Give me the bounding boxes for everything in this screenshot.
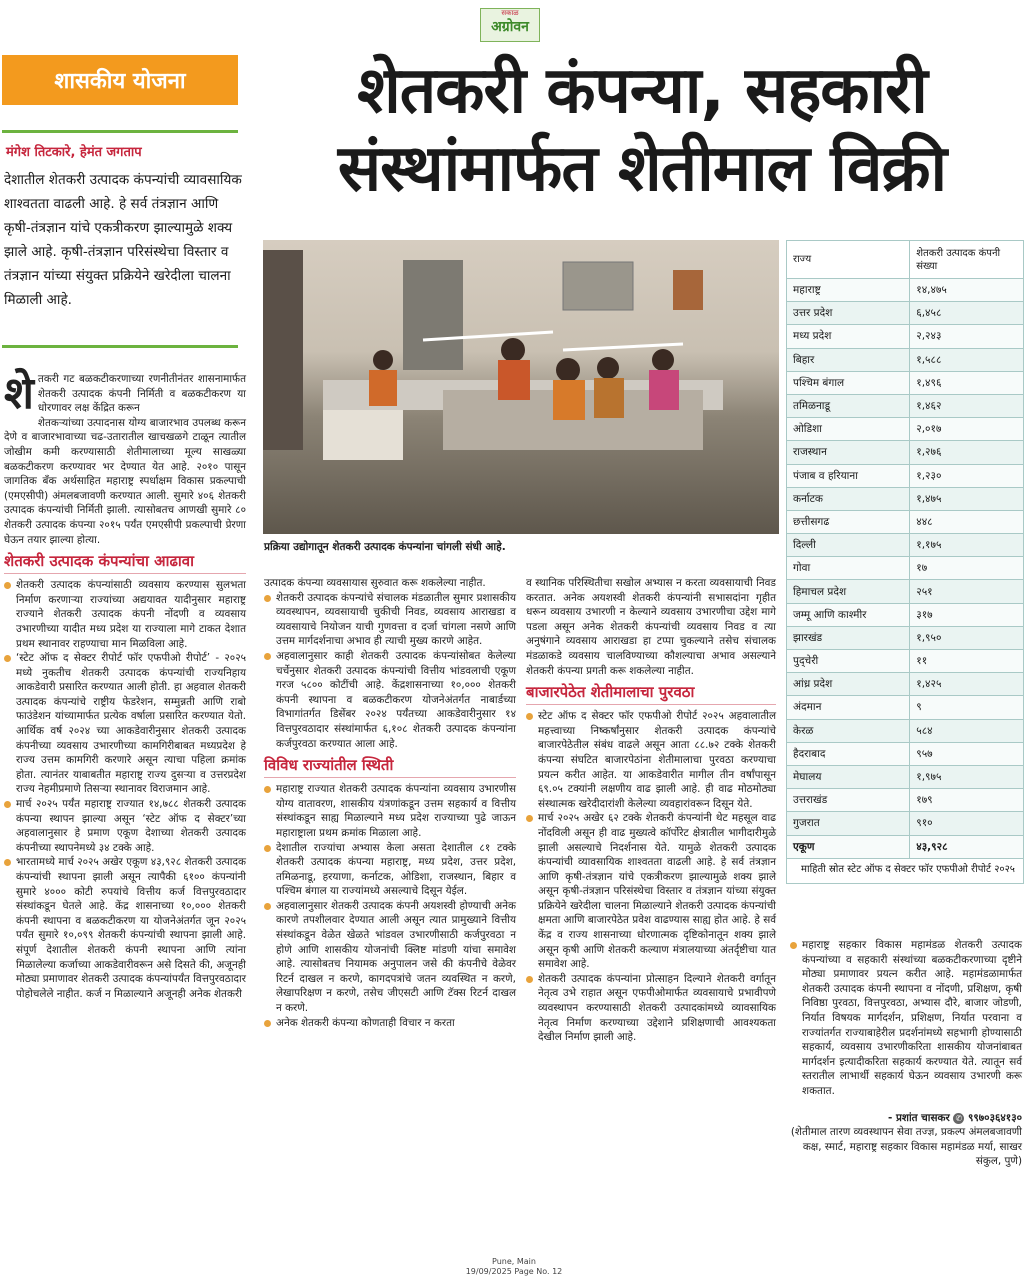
table-cell-count: १,४२५ (910, 673, 1024, 696)
masthead-tagline: सकाळ (501, 9, 519, 17)
table-cell-state: ओडिशा (787, 418, 910, 441)
table-cell-count: १,५८८ (910, 348, 1024, 371)
table-cell-count: १,९५० (910, 626, 1024, 649)
table-cell-state: दिल्ली (787, 534, 910, 557)
table-row (787, 742, 1024, 765)
table-header-state: राज्य (787, 241, 910, 279)
table-cell-state: तमिळनाडू (787, 394, 910, 417)
table-row (787, 719, 1024, 742)
table-cell-state: उत्तर प्रदेश (787, 302, 910, 325)
column-4 (790, 938, 1022, 1169)
headline-line-2: संस्थांमार्फत शेतीमाल विक्री (337, 132, 947, 206)
signoff-phone: ९९७०३६४१३० (967, 1111, 1022, 1124)
intro-paragraph: शे तकरी गट बळकटीकरणाच्या रणनीतीनंतर शासनामार्फत शेतकरी उत्पादक कंपनी निर्मिती व बळकटीकरण या धोरणावर लक्ष केंद्रित करून (4, 368, 246, 419)
table-row (787, 603, 1024, 626)
table-cell-state: आंध्र प्रदेश (787, 673, 910, 696)
list-item: अनेक शेतकरी कंपन्या कोणताही विचार न करता (264, 1016, 516, 1031)
photo (263, 240, 779, 534)
masthead-logo (480, 8, 540, 42)
table-row (787, 696, 1024, 719)
list-item: अहवालानुसार शेतकरी उत्पादक कंपनी अयशस्वी होण्याची अनेक कारणे तपशीलवार देण्यात आली असून त्यात प्रामुख्याने वित्तीय संस्थांकडून वेळेत खेळते भांडवल उभारणीसाठी कर्जपुरवठा न होणे आणि शासकीय योजनांची क्लिष्ट मांडणी यांचा समावेश आहे. त्यासोबतच नियामक अनुपालन जसे की कंपनीचे वेळेवर रिटर्न दाखल न करणे, कागदपत्रांचे जतन व्यवस्थित न करणे, लेखापरिक्षण न करणे, तसेच जीएसटी आणि टॅक्स रिटर्न दाखल न करणे. (264, 899, 516, 1016)
table-cell-count: ६,४५८ (910, 302, 1024, 325)
continuation-paragraph: व स्थानिक परिस्थितीचा सखोल अभ्यास न करता व्यवसायाची निवड करतात. अनेक अयशस्वी शेतकरी कंपन्यांनी सभासदांना गृहीत धरून व्यवसाय उभारणी न केल्याने व्यवसाय उभारणीचा उद्देश मागे पडला असून अनेक शेतकरी कंपन्यांची व्यवसाय निवड व त्या अनुषंगाने व्यवसाय आराखडा हा टप्पा चुकल्याने तसेच संचालक मंडळाकडे व्यवसाय चालविण्याच्या कौशल्याचा अभाव असल्याने शेतकरी कंपन्या प्रगती करू शकलेल्या नाहीत. (526, 577, 776, 677)
standfirst: देशातील शेतकरी उत्पादक कंपन्यांची व्यावसायिक शाश्वतता वाढली आहे. हे सर्व तंत्रज्ञान आणि कृषी-तंत्रज्ञान यांचे एकत्रीकरण झाल्यामुळे शक्य झाले आहे. कृषी-तंत्रज्ञान परिसंस्थेचा विस्तार व तंत्रज्ञान यांच्या संयुक्त प्रक्रियेने खरेदीला चालना मिळाली आहे. (4, 172, 242, 308)
column-1 (4, 368, 246, 1001)
table-cell-state: जम्मू आणि काश्मीर (787, 603, 910, 626)
subheading-state-status: विविध राज्यांतील स्थिती (264, 755, 516, 778)
table-cell-count: २,०१७ (910, 418, 1024, 441)
list-item: महाराष्ट्र सहकार विकास महामंडळ शेतकरी उत्पादक कंपन्यांच्या व सहकारी संस्थांच्या बळकटीकरणाच्या दृष्टीने मोठ्या प्रमाणावर प्रयत्न करीत आहे. महामंडळामार्फत शेतकरी उत्पादक कंपनी स्थापना व नोंदणी, प्रशिक्षण, कृषी निविष्ठा पुरवठा, वित्तपुरवठा, अभ्यास दौरे, बाजार जोडणी, निर्यात विषयक मार्गदर्शन, प्रशिक्षण, निर्यात परवाना व राज्यांतर्गत राज्याबाहेरील प्रदर्शनांमध्ये सहभागी होण्यासाठी सहकार्य, व्यवसाय उभारणीकरिता शासकीय योजनांबाबत मार्गदर्शन इत्यादीकरिता सहकार्य करण्यात येते. त्यातून सर्व स्तरातील लाभार्थी सहकार्य घेऊन व्यवसाय उभारणी करू शकतात. (790, 938, 1022, 1099)
table-cell-count: ३१७ (910, 603, 1024, 626)
signoff-name: - प्रशांत चासकर (888, 1111, 950, 1124)
table-cell-state: हैदराबाद (787, 742, 910, 765)
table-cell-count: ९ (910, 696, 1024, 719)
footer-date-page: 19/09/2025 Page No. 12 (465, 1267, 563, 1276)
drop-cap: शे (4, 368, 34, 419)
table-cell-count: १,४६२ (910, 394, 1024, 417)
list-item: अहवालानुसार काही शेतकरी उत्पादक कंपन्यांसोबत केलेल्या चर्चेनुसार शेतकरी उत्पादक कंपन्यांची वित्तीय भांडवलाची एकूण गरज ५८०० कोटींची आहे. केंद्रशासनाच्या १०,००० शेतकरी कंपनी स्थापना व बळकटीकरण योजनेअंतर्गत नाबार्डच्या विभागांतर्गत डिसेंबर २०२४ पर्यंतच्या आकडेवारीनुसार १४ वित्तपुरवठादार संस्थांमार्फत ६,१०८ शेतकरी उत्पादक कंपन्यांना कर्जपुरवठा करण्यात आला आहे. (264, 649, 516, 751)
table-cell-state: पुद्चेरी (787, 650, 910, 673)
table-row (787, 418, 1024, 441)
table-cell-count: १,२३० (910, 464, 1024, 487)
table-row (787, 302, 1024, 325)
table-cell-count: ९१० (910, 812, 1024, 835)
phone-icon: ✆ (953, 1113, 964, 1124)
masthead-brand: अग्रोवन (491, 19, 529, 35)
section-tag-label: शासकीय योजना (54, 69, 186, 94)
table-row (787, 279, 1024, 302)
table-body (787, 279, 1024, 836)
table-row (787, 464, 1024, 487)
table-cell-state: गुजरात (787, 812, 910, 835)
table-cell-state: कर्नाटक (787, 487, 910, 510)
table-cell-state: बिहार (787, 348, 910, 371)
table-row (787, 765, 1024, 788)
table-cell-count: १७९ (910, 789, 1024, 812)
list-item: शेतकरी उत्पादक कंपन्यांना प्रोत्साहन दिल्याने शेतकरी वर्गातून नेतृत्व उभे राहात असून एफपीओमार्फत व्यवसायाचे प्रभावीपणे व्यवस्थापन करण्यासाठी शेतकरी उत्पादकांमध्ये व्यावसायिक नेतृत्व निर्माण करण्याच्या उद्देशाने प्रशिक्षणाची आवश्यकता देखील निर्माण झाली आहे. (526, 972, 776, 1045)
table-cell-state: महाराष्ट्र (787, 279, 910, 302)
list-item: स्टेट ऑफ द सेक्टर फॉर एफपीओ रीपोर्ट २०२५ अहवालातील महत्त्वाच्या निष्कर्षांनुसार शेतकरी उत्पादक कंपन्यांचे बाजारपेठेतील संबंध वाढले असून आता ८८.७२ टक्के शेतकरी कंपन्या संघटित बाजारपेठांना शेतीमालाचा पुरवठा करण्याचा प्रयत्न करीत आहेत. या आकडेवारीत मागील तीन वर्षांपासून ६९.०५ टक्यांनी लक्षणीय वाढ झाली आहे. ही वाढ मोठमोठ्या संस्थात्मक खरेदीदारांशी केलेल्या व्यवहारांवरून दिसून येते. (526, 709, 776, 811)
photo-scene (263, 240, 779, 534)
list-item: ‘स्टेट ऑफ द सेक्टर रीपोर्ट फॉर एफपीओ रीपोर्ट’ - २०२५ मध्ये नुकतीच शेतकरी उत्पादक कंपन्यांची राज्यनिहाय आकडेवारी प्रसारित करण्यात आली होती. हा अहवाल शेतकरी उत्पादक कंपन्यांचे राष्ट्रीय फेडरेशन, सम्मुन्नती आणि राबो फाउंडेशन यांच्यामार्फत प्रत्येक वर्षाला प्रसारित करण्यात येतो. आर्थिक वर्ष २०२४ च्या आकडेवारीनुसार शेतकरी उत्पादक कंपनीच्या व्यवसाय उभारणीच्या कामगिरीबाबत मध्यप्रदेश हे राज्य उत्तम कामगिरी करणारे असून त्याचा पहिला क्रमांक होता. त्यानंतर याबाबतीत महाराष्ट्र राज्य दुसऱ्या व उत्तरप्रदेश राज्य नेहमीप्रमाणे तिसऱ्या स्थानावर विराजमान आहे. (4, 651, 246, 797)
continuation-paragraph: उत्पादक कंपन्या व्यवसायास सुरुवात करू शकलेल्या नाहीत. (264, 577, 486, 589)
table-cell-count: १,२७६ (910, 441, 1024, 464)
subheading-market-supply: बाजारपेठेत शेतीमालाचा पुरवठा (526, 682, 776, 705)
list-item: महाराष्ट्र राज्यात शेतकरी उत्पादक कंपन्यांना व्यवसाय उभारणीस योग्य वातावरण, शासकीय यंत्रणांकडून उत्तम सहकार्य व वित्तीय संस्थांकडून साह्य मिळाल्याने मध्य प्रदेश राज्याच्या पुढे जाऊन महाराष्ट्राला प्रथम क्रमांक मिळाला आहे. (264, 782, 516, 840)
author-signoff (790, 1111, 1022, 1126)
section-tag-rule (2, 130, 238, 133)
headline-line-1: शेतकरी कंपन्या, सहकारी (357, 54, 927, 128)
table-row (787, 812, 1024, 835)
table-row (787, 580, 1024, 603)
table-cell-state: केरळ (787, 719, 910, 742)
table-row (787, 348, 1024, 371)
list-item: मार्च २०२५ अखेर ६२ टक्के शेतकरी कंपन्यांनी थेट महसूल वाढ नोंदविली असून ही वाढ मुख्यत्वे कॉर्पोरेट क्षेत्रातील भागीदारीमुळे झाली असल्याचे निदर्शनास येते. यामुळे शेतकरी उत्पादक कंपन्यांची व्यावसायिक शाश्वतता वाढली आहे. हे सर्व तंत्रज्ञान आणि कृषी-तंत्रज्ञान यांचे एकत्रीकरण झाल्यामुळे शक्य झाले असून कृषी-तंत्रज्ञान परिसंस्थेचा विस्तार व तंत्रज्ञान यांच्या संयुक्त प्रक्रियेने खरेदीला चालना मिळाल्याने शेतकरी उत्पादक कंपन्यांची क्षमता आणि बाजारपेठेत प्रवेश वाढण्यास साह्य होत आहे. हे सर्व केंद्र व राज्य शासनाच्या धोरणात्मक दृष्टिकोनातून शक्य झाले असून कृषी आणि शेतकरी कल्याण मंत्रालयाच्या अंतर्दृष्टीचा यात समावेश आहे. (526, 811, 776, 972)
headline (262, 52, 1022, 208)
column-2 (264, 576, 516, 1030)
table-cell-count: २५१ (910, 580, 1024, 603)
table-cell-count: १,४९६ (910, 371, 1024, 394)
table-cell-state: राजस्थान (787, 441, 910, 464)
table-cell-state: पश्चिम बंगाल (787, 371, 910, 394)
column-3 (526, 576, 776, 1045)
table-cell-count: ५८४ (910, 719, 1024, 742)
table-row (787, 557, 1024, 580)
table-row (787, 371, 1024, 394)
table-cell-count: १४,४७५ (910, 279, 1024, 302)
table-cell-count: ४४८ (910, 510, 1024, 533)
list-item: देशातील राज्यांचा अभ्यास केला असता देशातील ८१ टक्के शेतकरी उत्पादक कंपन्या महाराष्ट्र, मध्य प्रदेश, उत्तर प्रदेश, तमिळनाडू, हरयाणा, कर्नाटक, ओडिशा, राजस्थान, बिहार व पश्चिम बंगाल या राज्यांमध्ये असल्याचे दिसून येईल. (264, 841, 516, 899)
table-cell-state: गोवा (787, 557, 910, 580)
table-cell-state: मेघालय (787, 765, 910, 788)
table-cell-count: १७ (910, 557, 1024, 580)
table-cell-state: हिमाचल प्रदेश (787, 580, 910, 603)
table-row (787, 626, 1024, 649)
section-tag (2, 55, 238, 105)
table-row (787, 650, 1024, 673)
table-cell-count: ११ (910, 650, 1024, 673)
table-row (787, 487, 1024, 510)
page-footer (414, 1257, 614, 1277)
table-row (787, 325, 1024, 348)
table-row (787, 441, 1024, 464)
table-cell-state: उत्तराखंड (787, 789, 910, 812)
table-cell-state: झारखंड (787, 626, 910, 649)
table-cell-state: पंजाब व हरियाना (787, 464, 910, 487)
list-item: भारतामध्ये मार्च २०२५ अखेर एकूण ४३,९२८ शेतकरी उत्पादक कंपन्यांची स्थापना झाली असून त्यापैकी ६१०० कंपन्यांनी सुमारे ४००० कोटी रुपयांचे वित्तीय कर्ज वित्तपुरवठादार संस्थांकडून घेतले आहे. केंद्र शासनाच्या १०,००० शेतकरी कंपनी स्थापना व बळकटीकरण या योजनेअंतर्गत जून २०२५ पर्यंत सुमारे १०,०९९ शेतकरी कंपन्यांची स्थापना झाली आहे. संपूर्ण देशातील शेतकरी कंपनी स्थापना आणि त्यांना मिळालेल्या कर्जाच्या आकडेवारीवरून असे दिसते की, अजूनही मोठ्या प्रमाणावर शेतकरी उत्पादक कंपन्यांपर्यंत वित्तपुरवठादार पोहोचलेले नाहीत. कर्ज न मिळाल्याने अजूनही अनेक शेतकरी (4, 855, 246, 1001)
subheading-fpo-review: शेतकरी उत्पादक कंपन्यांचा आढावा (4, 551, 246, 574)
list-item: शेतकरी उत्पादक कंपन्यांचे संचालक मंडळातील सुमार प्रशासकीय व्यवस्थापन, व्यवसायाची चुकीची निवड, व्यवसाय आराखडा व व्यवसायाचे नियोजन याची गुणवत्ता व दर्जा चांगला नसणे आणि उत्तम मार्गदर्शनाचा अभाव ही त्याची मुख्य कारणे आहेत. (264, 591, 516, 649)
table-row (787, 673, 1024, 696)
table-row (787, 534, 1024, 557)
photo-caption: प्रक्रिया उद्योगातून शेतकरी उत्पादक कंपन्यांना चांगली संधी आहे. (264, 541, 506, 553)
table-total-label: एकूण (787, 835, 910, 858)
table-row (787, 789, 1024, 812)
list-item: मार्च २०२५ पर्यंत महाराष्ट्र राज्यात १४,७८८ शेतकरी उत्पादक कंपन्या स्थापन झाल्या असून ‘स्टेट ऑफ द सेक्टर’च्या अहवालानुसार हे प्रमाण एकूण देशाच्या शेतकरी उत्पादक कंपनीच्या स्थापनेमध्ये ३४ टक्के आहे. (4, 797, 246, 855)
standfirst-rule (2, 345, 238, 348)
table-cell-state: अंदमान (787, 696, 910, 719)
table-source: माहिती स्रोत स्टेट ऑफ द सेक्टर फॉर एफपीओ रीपोर्ट २०२५ (786, 859, 1024, 884)
byline: मंगेश तिटकारे, हेमंत जगताप (6, 145, 142, 160)
list-item: शेतकरी उत्पादक कंपन्यांसाठी व्यवसाय करण्यास सुलभता निर्माण करणाऱ्या राज्यांच्या अद्ययावत यादीनुसार महाराष्ट्र राज्याने शेतकरी उत्पादक कंपनी नोंदणी व व्यवसाय उभारणीच्या यादीत मध्य प्रदेश या राज्याला मागे टाकत देशात प्रथम स्थानावर राहण्याचा मान मिळविला आहे. (4, 578, 246, 651)
table-header-count: शेतकरी उत्पादक कंपनी संख्या (910, 241, 1024, 279)
table-cell-count: २,२४३ (910, 325, 1024, 348)
fpo-state-table (786, 240, 1024, 884)
table-row (787, 510, 1024, 533)
table-total-value: ४३,९२८ (910, 835, 1024, 858)
table-cell-count: १,४७५ (910, 487, 1024, 510)
intro-continuation: शेतकऱ्यांच्या उत्पादनास योग्य बाजारभाव उपलब्ध करून देणे व बाजारभावाच्या चढ-उतारातील खाचखळगे टाळून त्यातील जोखीम कमी करण्यासाठी शेतीमालाच्या मूल्य साखळ्या बळकटीकरण करण्यावर भर देण्यात येत आहे. २०१० पासून जागतिक बँक अर्थसाहित महाराष्ट्र स्पर्धाक्षम विकास प्रकल्पाची (एमएसीपी) अंमलबजावणी करण्यात आली. सुमारे ४०६ शेतकरी उत्पादक कंपन्यांची निर्मिती झाली. त्यासोबतच आणखी सुमारे ८० शेतकरी उत्पादक कंपन्या २०१५ पर्यंत एमएसीपी प्रकल्पाची प्रेरणा घेऊन तयार झाल्या होत्या. (4, 416, 246, 546)
footer-edition: Pune, Main (492, 1257, 536, 1266)
table-row (787, 394, 1024, 417)
table-cell-state: मध्य प्रदेश (787, 325, 910, 348)
table-cell-state: छत्तीसगढ (787, 510, 910, 533)
table-cell-count: १,९७५ (910, 765, 1024, 788)
table-cell-count: १,१७५ (910, 534, 1024, 557)
signoff-detail: (शेतीमाल तारण व्यवस्थापन सेवा तज्ज्ञ, प्रकल्प अंमलबजावणी कक्ष, स्मार्ट, महाराष्ट्र सहकार विकास महामंडळ मर्या, साखर संकुल, पुणे) (790, 1126, 1022, 1168)
table-cell-count: ९५७ (910, 742, 1024, 765)
